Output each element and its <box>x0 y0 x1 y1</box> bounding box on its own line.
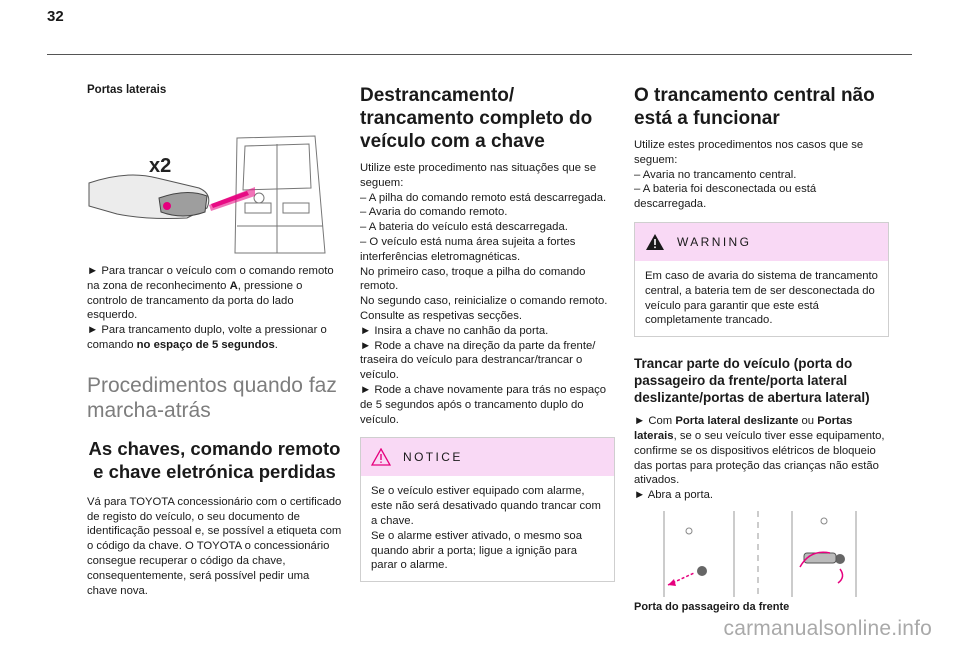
step-open-door: ► Abra a porta. <box>634 489 714 502</box>
caution-icon <box>371 448 391 466</box>
key-unlock-line: No primeiro caso, troque a pilha do comando remoto. <box>360 265 586 293</box>
step-lock-remote-text: ► Para trancar o veículo com o comando remoto na zona de reconhecimento <box>87 265 334 292</box>
key-unlock-line: – A pilha do comando remoto está descarregada. <box>360 191 607 204</box>
central-lock-line: – Avaria no trancamento central. <box>634 168 797 181</box>
step-child-lock-end: , se o seu veículo tiver esse equipamento, confirme se os dispositivos elétricos de bloqueio das portas para proteção das crianças não estão ativados. <box>634 429 885 487</box>
notice-header <box>361 438 614 476</box>
subheading-partial-lock: Trancar parte do veículo (porta do passageiro da frente/porta lateral deslizante/portas de abertura lateral) <box>634 356 870 406</box>
key-unlock-line: – A bateria do veículo está descarregada. <box>360 221 568 234</box>
key-unlock-line: No segundo caso, reinicialize o comando remoto. <box>360 295 608 308</box>
heading-key-unlock: Destrancamento/ trancamento completo do veículo com a chave <box>360 85 593 152</box>
subheading-lost-keys: As chaves, comando remoto e chave eletrónica perdidas <box>88 437 341 482</box>
heading-central-lock-fail: O trancamento central não está a funcionar <box>634 85 875 129</box>
notice-body <box>361 476 614 581</box>
key-unlock-line: – Avaria do comando remoto. <box>360 206 508 219</box>
key-unlock-body <box>360 161 615 427</box>
figure-remote-key <box>87 108 342 258</box>
notice-label: NOTICE <box>403 450 463 465</box>
warning-header <box>635 223 888 261</box>
door-lock-illustration <box>634 507 884 601</box>
key-unlock-line: ► Insira a chave no canhão da porta. <box>360 324 549 337</box>
step-child-lock <box>634 414 889 488</box>
step-child-lock-side: Portas laterais <box>634 415 853 442</box>
warning-label: WARNING <box>677 234 752 249</box>
step-child-lock-or: ou <box>798 415 818 428</box>
paragraph-lost-keys: Vá para TOYOTA concessionário com o certificado de registo do veículo, o seu documento de identificação pessoal e, se possível a etiqueta com o código da chave. O TOYOTA o concessionário consegue recuperar o código da chave, consequentemente, será possível pedir uma chave nova. <box>87 495 342 597</box>
figure-label-x2: x2 <box>149 155 172 177</box>
step-double-lock-end: . <box>274 338 278 351</box>
heading-side-doors: Portas laterais <box>87 84 167 96</box>
step-lock-remote-end: , pressione o controlo de trancamento da porta do lado esquerdo. <box>87 279 303 322</box>
column-right <box>634 84 889 613</box>
warning-body <box>635 261 888 336</box>
step-double-lock-time: no espaço de 5 segundos <box>136 338 275 351</box>
page-number: 32 <box>47 8 64 25</box>
central-lock-body <box>634 138 889 212</box>
step-child-lock-sliding: Porta lateral deslizante <box>675 415 799 428</box>
column-left <box>87 84 342 598</box>
figure-caption: Porta do passageiro da frente <box>634 600 790 613</box>
top-divider <box>47 54 912 55</box>
warning-icon <box>645 233 665 251</box>
notice-text: Se o alarme estiver ativado, o mesmo soa quando abrir a porta; ligue a ignição para parar o alarme. <box>371 529 582 572</box>
step-double-lock <box>87 323 342 353</box>
step-lock-remote-zone: A <box>229 279 238 292</box>
step-child-lock-text: ► Com <box>634 415 676 428</box>
step-double-lock-text: ► Para trancamento duplo, volte a pressionar o comando <box>87 324 327 351</box>
section-title-procedures: Procedimentos quando faz marcha-atrás <box>87 373 337 422</box>
watermark: carmanualsonline.info <box>723 617 932 640</box>
remote-key-illustration <box>87 108 337 258</box>
key-unlock-line: – O veículo está numa área sujeita a fortes interferências eletromagnéticas. <box>360 235 576 263</box>
step-lock-remote <box>87 264 342 323</box>
central-lock-line: Utilize estes procedimentos nos casos que se seguem: <box>634 139 864 166</box>
warning-text: Em caso de avaria do sistema de trancamento central, a bateria tem de ser desconectada do veículo para garantir que este está completamente trancado. <box>645 269 878 327</box>
notice-box <box>360 437 615 582</box>
column-middle <box>360 84 615 582</box>
central-lock-line: – A bateria foi desconectada ou está descarregada. <box>634 183 817 211</box>
key-unlock-line: ► Rode a chave novamente para trás no espaço de 5 segundos após o trancamento duplo do veículo. <box>360 383 607 426</box>
figure-door-locks <box>634 507 889 601</box>
notice-text: Se o veículo estiver equipado com alarme, este não será desativado quando trancar com a chave. <box>371 485 601 527</box>
key-unlock-line: ► Rode a chave na direção da parte da frente/ traseira do veículo para destrancar/trancar o veículo. <box>360 339 596 382</box>
key-unlock-line: Consulte as respetivas secções. <box>360 309 523 322</box>
key-unlock-line: Utilize este procedimento nas situações que se seguem: <box>360 162 597 189</box>
warning-box <box>634 222 889 337</box>
